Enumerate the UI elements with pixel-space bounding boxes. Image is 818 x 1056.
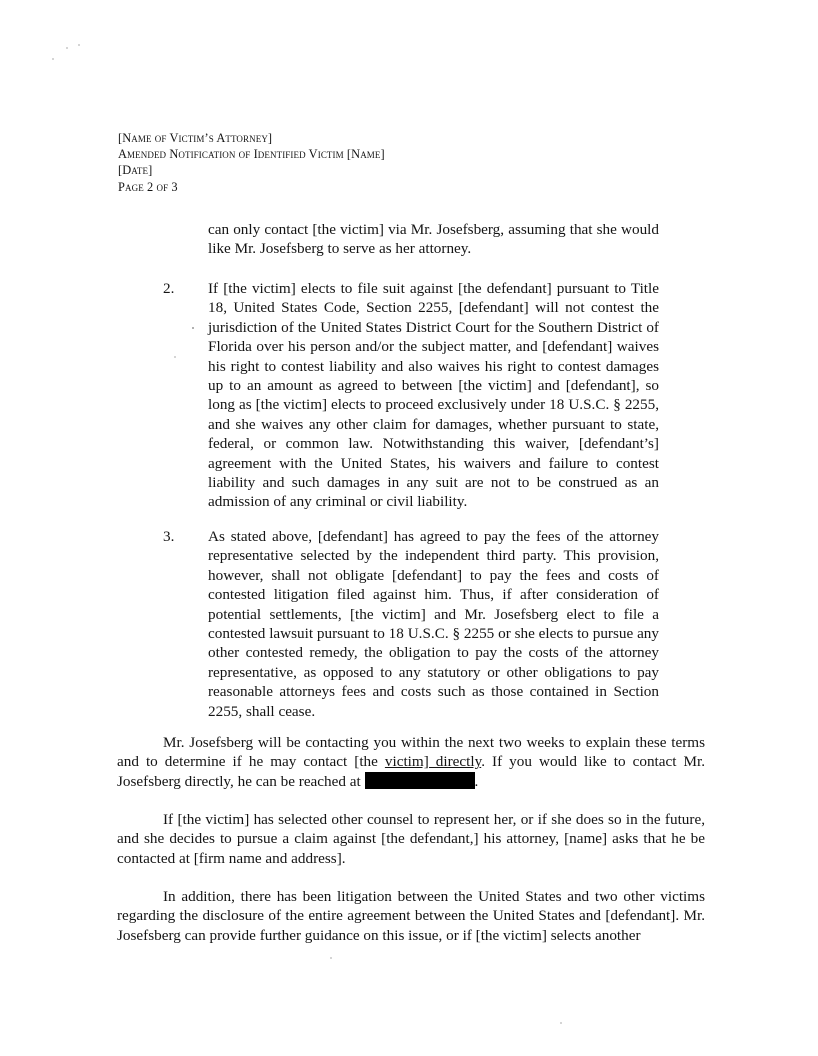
contact-text-underlined: victim] directly [384,753,482,771]
item-number-2: 2. [163,280,175,297]
contact-paragraph [117,733,705,791]
scan-speck [330,957,332,959]
header-subject: Amended Notification of Identified Victim [Name] [118,147,385,162]
header-attorney-name: [Name of Victim’s Attorney] [118,131,273,145]
other-counsel-paragraph: If [the victim] has selected other counsel to represent her, or if she does so in the future, and she decides to pursue a claim against [the defendant,] his attorney, [name] asks that he be contacted at [firm name and address]. [117,811,705,867]
contact-text-part2: . If you would like to contact Mr. Josefsberg directly, he can be reached at [117,753,706,790]
scan-speck [192,327,194,329]
litigation-paragraph: In addition, there has been litigation between the United States and two other victims regarding the disclosure of the entire agreement between the United States and [defendant]. Mr. Josefsberg can provide further guidance on this issue, or if [the victim] selects another [117,888,705,944]
scan-speck [66,47,68,49]
redaction-box [365,772,475,789]
header-date: [Date] [118,163,153,178]
header-page-number: Page 2 of 3 [118,179,178,194]
contact-text-part1: Mr. Josefsberg will be contacting you within the next two weeks to explain these terms and to determine if he may contact [the [117,734,705,771]
scan-speck [52,58,54,60]
letter-header [118,130,385,195]
scan-speck [560,1022,562,1024]
item-number-3: 3. [163,528,175,545]
item-text-2: If [the victim] elects to file suit against [the defendant] pursuant to Title 18, United States Code, Section 2255, [defendant] will not contest the jurisdiction of the United States District Court for the Southern District of Florida over his person and/or the subject matter, and [defendant] waives his right to contest liability and also waives his right to contest damages up to an amount as agreed to between [the victim] and [defendant], so long as [the victim] elects to proceed exclusively under 18 U.S.C. § 2255, and she waives any other claim for damages, whether pursuant to state, federal, or common law. Notwithstanding this waiver, [defendant’s] agreement with the United States, his waivers and failure to contest liability and such damages in any suit are not to be construed as an admission of any criminal or civil liability. [208,280,659,511]
scan-speck [78,44,80,46]
scan-speck [174,356,176,358]
contact-text-part3: . [474,772,479,790]
item-text-3: As stated above, [defendant] has agreed to pay the fees of the attorney representative selected by the independent third party. This provision, however, shall not obligate [defendant] to pay the fees and costs of contested litigation filed against him. Thus, if after consideration of potential settlements, [the victim] and Mr. Josefsberg elect to file a contested lawsuit pursuant to 18 U.S.C. § 2255 or she elects to pursue any other contested remedy, the obligation to pay the costs of the attorney representative, as opposed to any statutory or other obligations to pay reasonable attorneys fees and costs such as those contained in Section 2255, shall cease. [208,528,659,720]
continued-item-text: can only contact [the victim] via Mr. Josefsberg, assuming that she would like Mr. Josefsberg to serve as her attorney. [208,221,659,258]
